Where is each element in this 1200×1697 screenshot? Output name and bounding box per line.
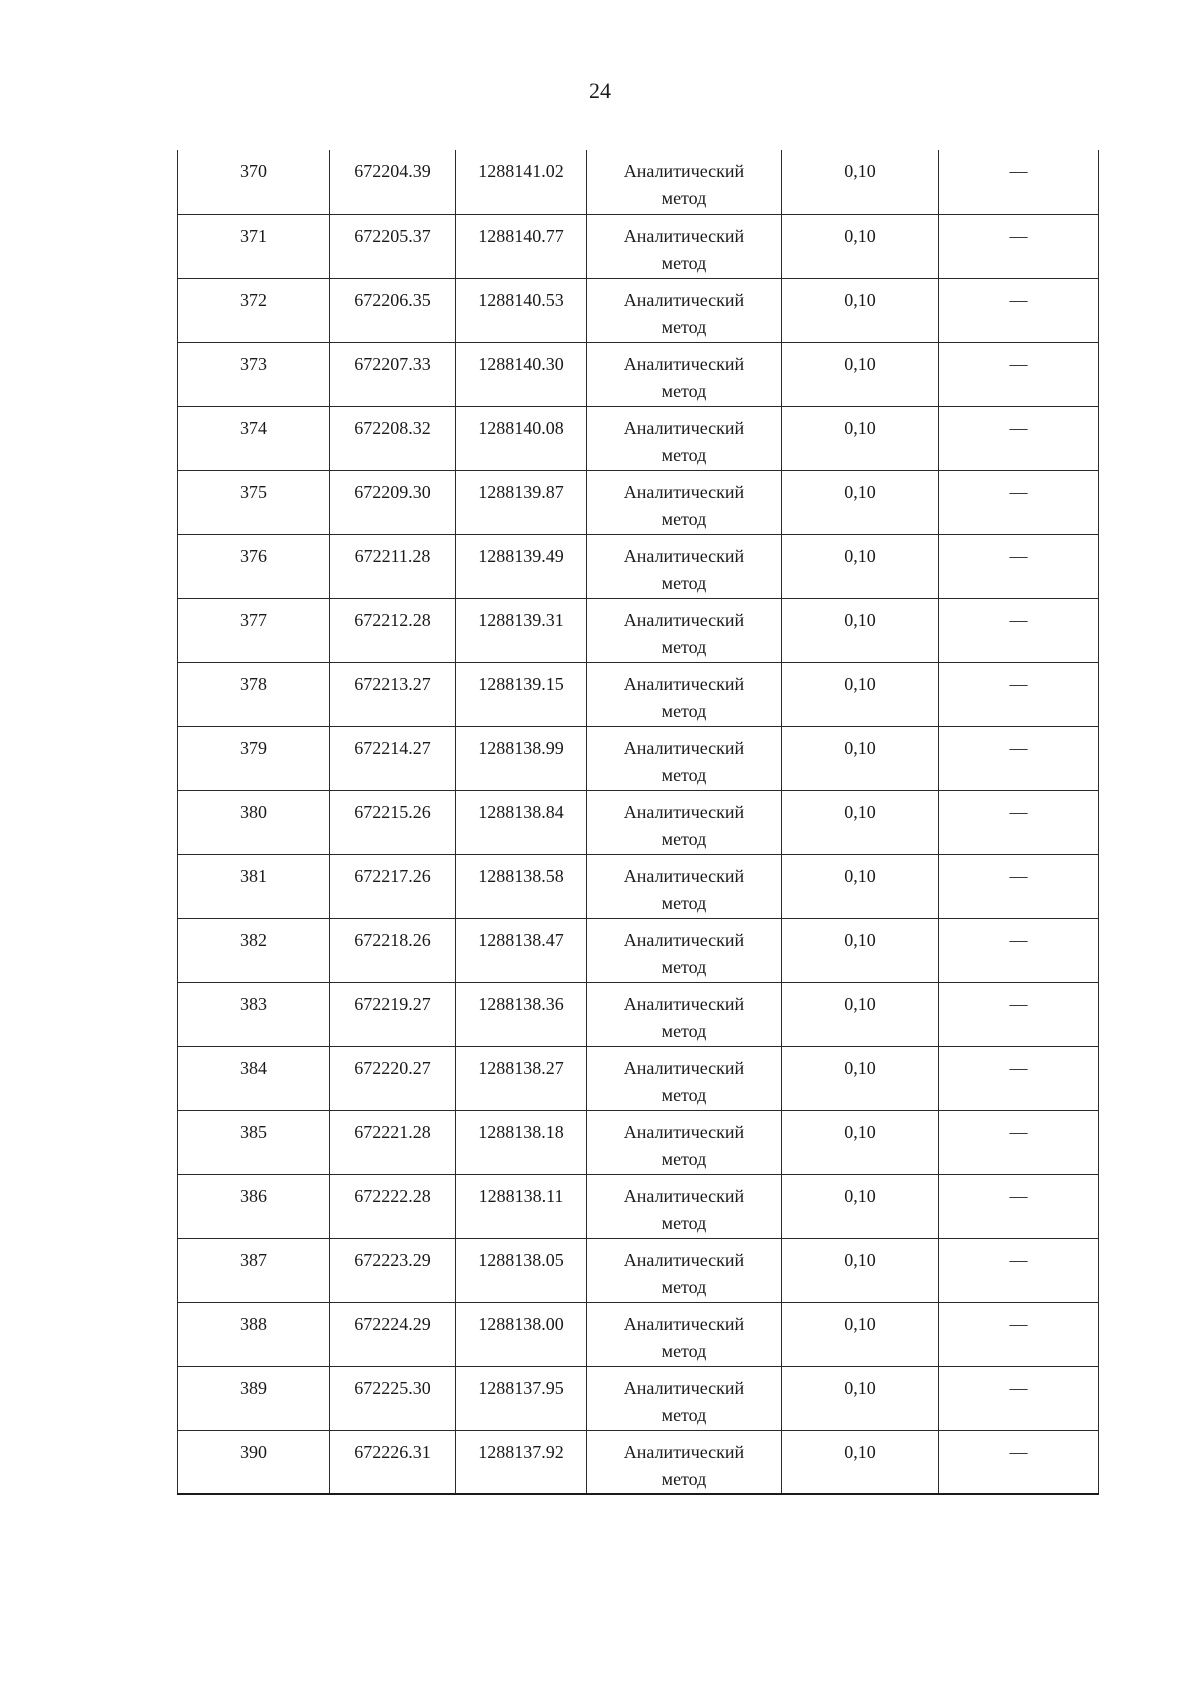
x-coordinate-cell: 672204.39 [330, 150, 456, 214]
method-cell: Аналитический метод [587, 1430, 782, 1494]
point-number-cell: 371 [178, 214, 330, 278]
table-row [178, 918, 1099, 982]
table-row [178, 1366, 1099, 1430]
accuracy-cell: 0,10 [782, 1302, 939, 1366]
accuracy-cell: 0,10 [782, 1174, 939, 1238]
method-cell: Аналитический метод [587, 1238, 782, 1302]
table-row [178, 214, 1099, 278]
method-cell: Аналитический метод [587, 406, 782, 470]
note-cell: — [939, 790, 1099, 854]
y-coordinate-cell: 1288140.77 [456, 214, 587, 278]
accuracy-cell: 0,10 [782, 598, 939, 662]
coordinates-table-body [178, 150, 1099, 1494]
point-number-cell: 373 [178, 342, 330, 406]
method-cell: Аналитический метод [587, 470, 782, 534]
accuracy-cell: 0,10 [782, 790, 939, 854]
method-cell: Аналитический метод [587, 214, 782, 278]
accuracy-cell: 0,10 [782, 342, 939, 406]
x-coordinate-cell: 672219.27 [330, 982, 456, 1046]
point-number-cell: 390 [178, 1430, 330, 1494]
y-coordinate-cell: 1288138.05 [456, 1238, 587, 1302]
point-number-cell: 388 [178, 1302, 330, 1366]
y-coordinate-cell: 1288138.11 [456, 1174, 587, 1238]
note-cell: — [939, 214, 1099, 278]
note-cell: — [939, 982, 1099, 1046]
accuracy-cell: 0,10 [782, 1430, 939, 1494]
table-row [178, 854, 1099, 918]
point-number-cell: 375 [178, 470, 330, 534]
y-coordinate-cell: 1288138.58 [456, 854, 587, 918]
note-cell: — [939, 598, 1099, 662]
note-cell: — [939, 1430, 1099, 1494]
accuracy-cell: 0,10 [782, 534, 939, 598]
accuracy-cell: 0,10 [782, 214, 939, 278]
accuracy-cell: 0,10 [782, 1238, 939, 1302]
method-cell: Аналитический метод [587, 1366, 782, 1430]
point-number-cell: 389 [178, 1366, 330, 1430]
method-cell: Аналитический метод [587, 918, 782, 982]
note-cell: — [939, 534, 1099, 598]
accuracy-cell: 0,10 [782, 470, 939, 534]
point-number-cell: 381 [178, 854, 330, 918]
y-coordinate-cell: 1288141.02 [456, 150, 587, 214]
x-coordinate-cell: 672222.28 [330, 1174, 456, 1238]
table-row [178, 1238, 1099, 1302]
table-row [178, 662, 1099, 726]
table-row [178, 534, 1099, 598]
note-cell: — [939, 278, 1099, 342]
note-cell: — [939, 1302, 1099, 1366]
point-number-cell: 387 [178, 1238, 330, 1302]
table-row [178, 1046, 1099, 1110]
point-number-cell: 374 [178, 406, 330, 470]
x-coordinate-cell: 672214.27 [330, 726, 456, 790]
table-row [178, 790, 1099, 854]
table-row [178, 150, 1099, 214]
table-row [178, 278, 1099, 342]
x-coordinate-cell: 672211.28 [330, 534, 456, 598]
point-number-cell: 386 [178, 1174, 330, 1238]
accuracy-cell: 0,10 [782, 1110, 939, 1174]
accuracy-cell: 0,10 [782, 278, 939, 342]
method-cell: Аналитический метод [587, 534, 782, 598]
point-number-cell: 377 [178, 598, 330, 662]
x-coordinate-cell: 672213.27 [330, 662, 456, 726]
x-coordinate-cell: 672217.26 [330, 854, 456, 918]
note-cell: — [939, 1046, 1099, 1110]
method-cell: Аналитический метод [587, 1174, 782, 1238]
table-row [178, 1174, 1099, 1238]
y-coordinate-cell: 1288138.99 [456, 726, 587, 790]
table-row [178, 342, 1099, 406]
method-cell: Аналитический метод [587, 1110, 782, 1174]
table-row [178, 1302, 1099, 1366]
point-number-cell: 370 [178, 150, 330, 214]
y-coordinate-cell: 1288138.00 [456, 1302, 587, 1366]
table-row [178, 1110, 1099, 1174]
point-number-cell: 380 [178, 790, 330, 854]
y-coordinate-cell: 1288140.30 [456, 342, 587, 406]
table-row [178, 726, 1099, 790]
method-cell: Аналитический метод [587, 726, 782, 790]
x-coordinate-cell: 672206.35 [330, 278, 456, 342]
y-coordinate-cell: 1288140.08 [456, 406, 587, 470]
page-number: 24 [589, 78, 611, 103]
x-coordinate-cell: 672205.37 [330, 214, 456, 278]
y-coordinate-cell: 1288138.27 [456, 1046, 587, 1110]
table-row [178, 982, 1099, 1046]
y-coordinate-cell: 1288140.53 [456, 278, 587, 342]
method-cell: Аналитический метод [587, 1302, 782, 1366]
note-cell: — [939, 1110, 1099, 1174]
y-coordinate-cell: 1288138.84 [456, 790, 587, 854]
accuracy-cell: 0,10 [782, 406, 939, 470]
y-coordinate-cell: 1288138.18 [456, 1110, 587, 1174]
accuracy-cell: 0,10 [782, 854, 939, 918]
point-number-cell: 382 [178, 918, 330, 982]
method-cell: Аналитический метод [587, 790, 782, 854]
note-cell: — [939, 1238, 1099, 1302]
point-number-cell: 383 [178, 982, 330, 1046]
note-cell: — [939, 470, 1099, 534]
method-cell: Аналитический метод [587, 662, 782, 726]
x-coordinate-cell: 672220.27 [330, 1046, 456, 1110]
point-number-cell: 372 [178, 278, 330, 342]
method-cell: Аналитический метод [587, 1046, 782, 1110]
note-cell: — [939, 854, 1099, 918]
x-coordinate-cell: 672221.28 [330, 1110, 456, 1174]
x-coordinate-cell: 672226.31 [330, 1430, 456, 1494]
method-cell: Аналитический метод [587, 150, 782, 214]
x-coordinate-cell: 672215.26 [330, 790, 456, 854]
table-row [178, 598, 1099, 662]
method-cell: Аналитический метод [587, 982, 782, 1046]
point-number-cell: 378 [178, 662, 330, 726]
accuracy-cell: 0,10 [782, 1366, 939, 1430]
accuracy-cell: 0,10 [782, 1046, 939, 1110]
accuracy-cell: 0,10 [782, 662, 939, 726]
y-coordinate-cell: 1288139.15 [456, 662, 587, 726]
x-coordinate-cell: 672223.29 [330, 1238, 456, 1302]
x-coordinate-cell: 672207.33 [330, 342, 456, 406]
note-cell: — [939, 726, 1099, 790]
note-cell: — [939, 342, 1099, 406]
x-coordinate-cell: 672208.32 [330, 406, 456, 470]
method-cell: Аналитический метод [587, 342, 782, 406]
method-cell: Аналитический метод [587, 598, 782, 662]
note-cell: — [939, 150, 1099, 214]
y-coordinate-cell: 1288138.36 [456, 982, 587, 1046]
coordinates-table [177, 150, 1099, 1495]
note-cell: — [939, 1366, 1099, 1430]
y-coordinate-cell: 1288137.92 [456, 1430, 587, 1494]
accuracy-cell: 0,10 [782, 918, 939, 982]
accuracy-cell: 0,10 [782, 982, 939, 1046]
x-coordinate-cell: 672218.26 [330, 918, 456, 982]
x-coordinate-cell: 672209.30 [330, 470, 456, 534]
method-cell: Аналитический метод [587, 854, 782, 918]
note-cell: — [939, 406, 1099, 470]
note-cell: — [939, 662, 1099, 726]
table-row [178, 406, 1099, 470]
note-cell: — [939, 1174, 1099, 1238]
accuracy-cell: 0,10 [782, 726, 939, 790]
table-row [178, 1430, 1099, 1494]
y-coordinate-cell: 1288139.31 [456, 598, 587, 662]
note-cell: — [939, 918, 1099, 982]
table-row [178, 470, 1099, 534]
y-coordinate-cell: 1288139.87 [456, 470, 587, 534]
method-cell: Аналитический метод [587, 278, 782, 342]
accuracy-cell: 0,10 [782, 150, 939, 214]
point-number-cell: 376 [178, 534, 330, 598]
point-number-cell: 379 [178, 726, 330, 790]
y-coordinate-cell: 1288137.95 [456, 1366, 587, 1430]
x-coordinate-cell: 672225.30 [330, 1366, 456, 1430]
y-coordinate-cell: 1288138.47 [456, 918, 587, 982]
x-coordinate-cell: 672224.29 [330, 1302, 456, 1366]
x-coordinate-cell: 672212.28 [330, 598, 456, 662]
point-number-cell: 384 [178, 1046, 330, 1110]
y-coordinate-cell: 1288139.49 [456, 534, 587, 598]
point-number-cell: 385 [178, 1110, 330, 1174]
